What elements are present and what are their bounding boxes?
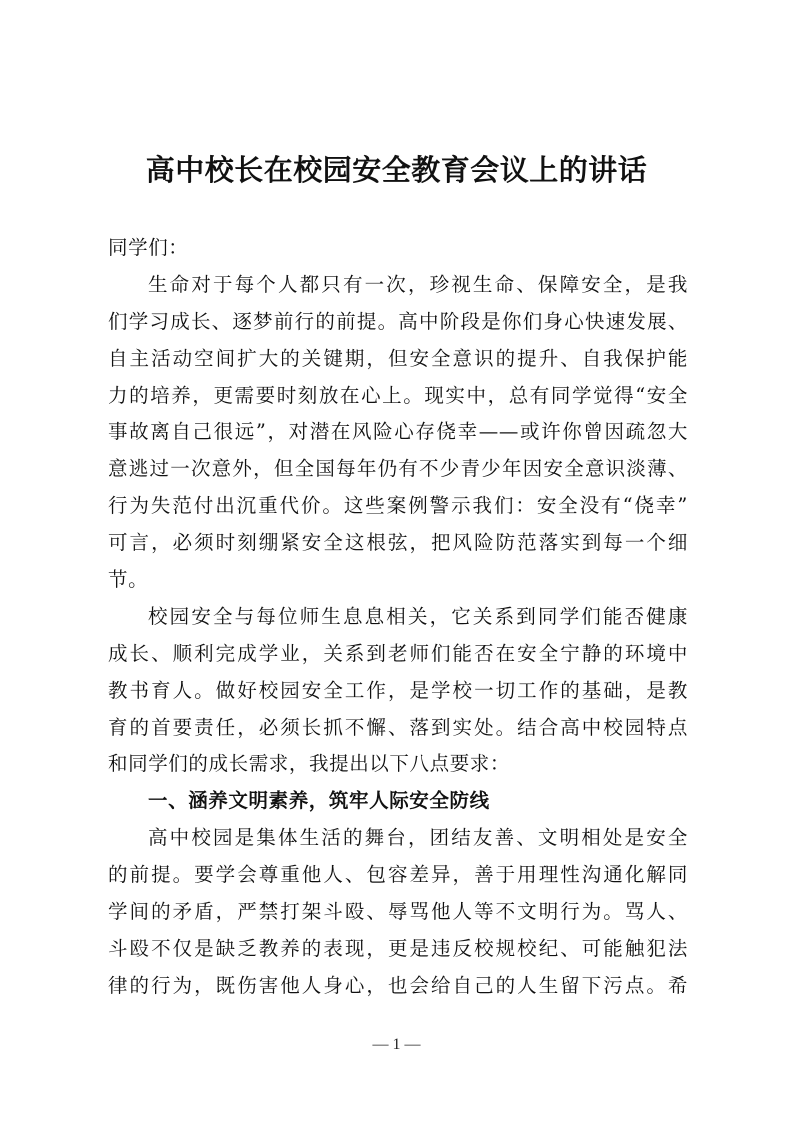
text-line: 力的培养，更需要时刻放在心上。现实中，总有同学觉得“安全 bbox=[108, 383, 688, 407]
text-line: 和同学们的成长需求，我提出以下八点要求： bbox=[108, 752, 511, 776]
text-line: 校园安全与每位师生息息相关，它关系到同学们能否健康 bbox=[148, 604, 688, 628]
text-line: 教书育人。做好校园安全工作，是学校一切工作的基础，是教 bbox=[108, 678, 688, 702]
text-line: 行为失范付出沉重代价。这些案例警示我们：安全没有“侥幸” bbox=[108, 494, 688, 518]
document-title: 高中校长在校园安全教育会议上的讲话 bbox=[145, 153, 648, 187]
document-body bbox=[108, 230, 688, 1005]
text-line: 们学习成长、逐梦前行的前提。高中阶段是你们身心快速发展、 bbox=[108, 309, 688, 333]
text-line: 学间的矛盾，严禁打架斗殴、辱骂他人等不文明行为。骂人、 bbox=[108, 900, 688, 924]
section-heading-1: 一、涵养文明素养，筑牢人际安全防线 bbox=[148, 789, 490, 813]
salutation: 同学们： bbox=[108, 236, 189, 259]
paragraph-3 bbox=[108, 820, 688, 1004]
text-line: 高中校园是集体生活的舞台，团结友善、文明相处是安全 bbox=[148, 826, 688, 850]
paragraph-2 bbox=[108, 599, 688, 783]
text-line: 成长、顺利完成学业，关系到老师们能否在安全宁静的环境中 bbox=[108, 641, 688, 665]
text-line: 事故离自己很远”，对潜在风险心存侥幸——或许你曾因疏忽大 bbox=[108, 420, 688, 444]
paragraph-1 bbox=[108, 267, 688, 599]
text-line: 的前提。要学会尊重他人、包容差异，善于用理性沟通化解同 bbox=[108, 863, 688, 887]
text-line: 律的行为，既伤害他人身心，也会给自己的人生留下污点。希 bbox=[108, 973, 688, 997]
text-line: 意逃过一次意外，但全国每年仍有不少青少年因安全意识淡薄、 bbox=[108, 457, 688, 481]
text-line: 生命对于每个人都只有一次，珍视生命、保障安全，是我 bbox=[148, 272, 688, 296]
page-number: — 1 — bbox=[372, 1036, 421, 1053]
text-line: 节。 bbox=[108, 568, 149, 592]
text-line: 可言，必须时刻绷紧安全这根弦，把风险防范落实到每一个细 bbox=[108, 531, 688, 555]
text-line: 育的首要责任，必须长抓不懈、落到实处。结合高中校园特点 bbox=[108, 715, 688, 739]
text-line: 斗殴不仅是缺乏教养的表现，更是违反校规校纪、可能触犯法 bbox=[108, 936, 688, 960]
text-line: 自主活动空间扩大的关键期，但安全意识的提升、自我保护能 bbox=[108, 346, 688, 370]
